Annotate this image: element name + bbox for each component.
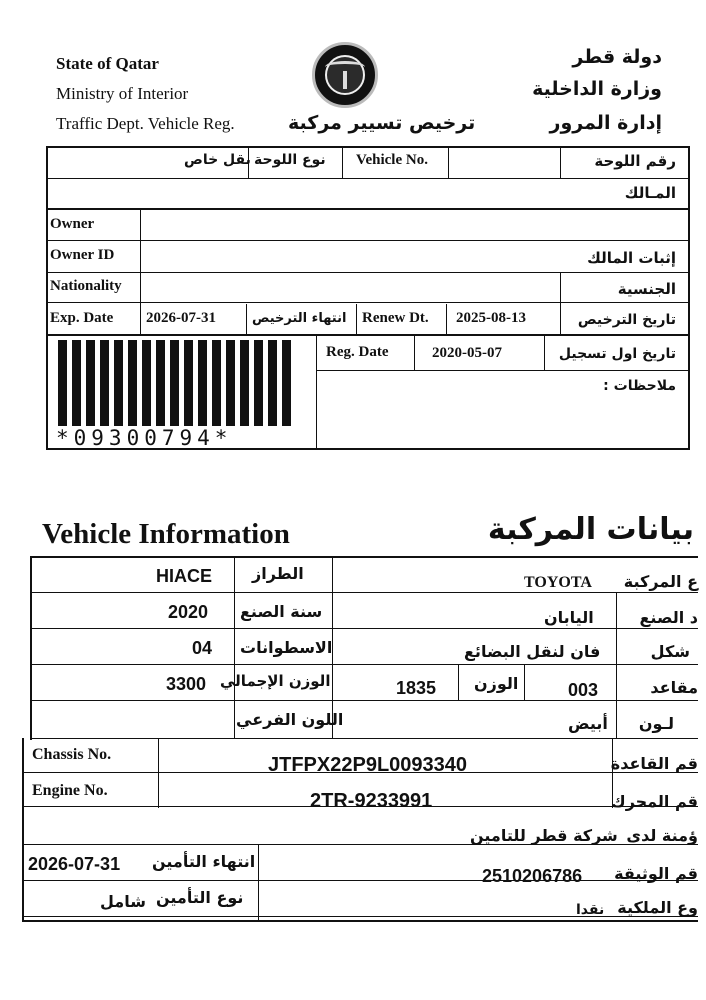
weight-value: 1835 (396, 678, 437, 698)
policy-label-ar: قم الوثيقة (614, 864, 698, 883)
owner-label-ar: المـالك (624, 184, 676, 202)
plate-type-value: نقل خاص (184, 152, 251, 168)
chassis-value: JTFPX22P9L0093340 (268, 754, 468, 776)
secondary-color-label-ar: اللون الفرعي (236, 710, 344, 729)
renew-date-label: Renew Dt. (362, 310, 429, 326)
vehicle-information-title-ar: بيانات المركبة (487, 512, 694, 547)
vehicle-information-card (8, 500, 698, 960)
color-label-ar: لـون (638, 714, 674, 733)
insurer-label-ar: ؤمنة لدى (626, 826, 698, 845)
barcode-number: *09300794* (56, 426, 233, 450)
barcode-graphic (58, 340, 312, 426)
owner-label: Owner (50, 216, 95, 232)
country-label-ar: د الصنع (639, 608, 698, 627)
exp-date-value: 2026-07-31 (146, 310, 216, 326)
state-of-qatar-label: State of Qatar (56, 54, 159, 73)
insurance-type-value: شامل (100, 892, 146, 911)
gross-weight-label-ar: الوزن الإجمالي (220, 672, 331, 690)
color-value: أبيض (568, 714, 608, 733)
chassis-label-ar: قم القاعدة (610, 754, 698, 773)
vehicle-registration-card (20, 28, 690, 468)
shape-value: فان لنقل البضائع (464, 642, 601, 661)
ministry-ar: وزارة الداخلية (532, 78, 662, 100)
chassis-label: Chassis No. (32, 746, 112, 763)
vehicle-information-title: Vehicle Information (42, 518, 290, 550)
vehicle-license-title-ar: ترخيص تسيير مركبة (288, 112, 476, 134)
insurance-type-label-ar: نوع التأمين (156, 888, 244, 907)
year-value: 2020 (168, 602, 209, 622)
engine-value: 2TR-9233991 (310, 790, 433, 812)
ownership-type-value: نقدا (576, 902, 605, 918)
country-value: اليابان (544, 608, 594, 627)
exp-date-label-ar: انتهاء الترخيص (252, 311, 347, 326)
make-label-ar: ع المركبة (623, 572, 698, 591)
qatar-emblem-icon (312, 42, 378, 108)
cylinders-value: 04 (192, 638, 213, 658)
engine-label: Engine No. (32, 782, 108, 799)
reg-date-value: 2020-05-07 (432, 345, 502, 361)
engine-label-ar: قم المحرك (611, 792, 698, 811)
traffic-dept-label: Traffic Dept. Vehicle Reg. (56, 114, 235, 133)
model-label-ar: الطراز (252, 564, 304, 583)
make-value: TOYOTA (524, 574, 592, 591)
owner-id-label-ar: إثبات المالك (587, 249, 676, 267)
state-of-qatar-ar: دولة قطر (572, 46, 662, 68)
year-label-ar: سنة الصنع (240, 602, 323, 621)
insurance-exp-label-ar: انتهاء التأمين (152, 852, 256, 871)
ministry-label: Ministry of Interior (56, 84, 189, 103)
nationality-label: Nationality (50, 278, 122, 294)
plate-no-label-ar: رقم اللوحة (594, 152, 676, 170)
vehicle-no-label: Vehicle No. (356, 152, 428, 168)
weight-label-ar: الوزن (474, 674, 519, 693)
renew-date-value: 2025-08-13 (456, 310, 526, 326)
ownership-type-label-ar: وع الملكية (617, 898, 698, 917)
shape-label-ar: شكل (650, 642, 690, 661)
owner-id-label: Owner ID (50, 247, 115, 263)
remarks-label-ar: ملاحظات : (603, 378, 676, 394)
exp-date-label: Exp. Date (50, 310, 114, 326)
insurance-exp-value: 2026-07-31 (28, 854, 121, 874)
plate-type-label-ar: نوع اللوحة (254, 152, 326, 168)
license-date-label-ar: تاريخ الترخيص (577, 312, 676, 328)
insurer-value: شركة قطر للتامين (470, 826, 618, 845)
gross-weight-value: 3300 (166, 674, 207, 694)
cylinders-label-ar: الاسطوانات (240, 638, 333, 657)
policy-value: 2510206786 (482, 866, 583, 886)
first-reg-label-ar: تاريخ اول تسجيل (558, 346, 676, 362)
traffic-dept-ar: إدارة المرور (549, 112, 662, 134)
reg-date-label: Reg. Date (326, 344, 389, 360)
nationality-label-ar: الجنسية (617, 280, 676, 298)
model-value: HIACE (156, 566, 213, 586)
seats-label-ar: مقاعد (650, 678, 698, 697)
seats-value: 003 (568, 680, 599, 700)
